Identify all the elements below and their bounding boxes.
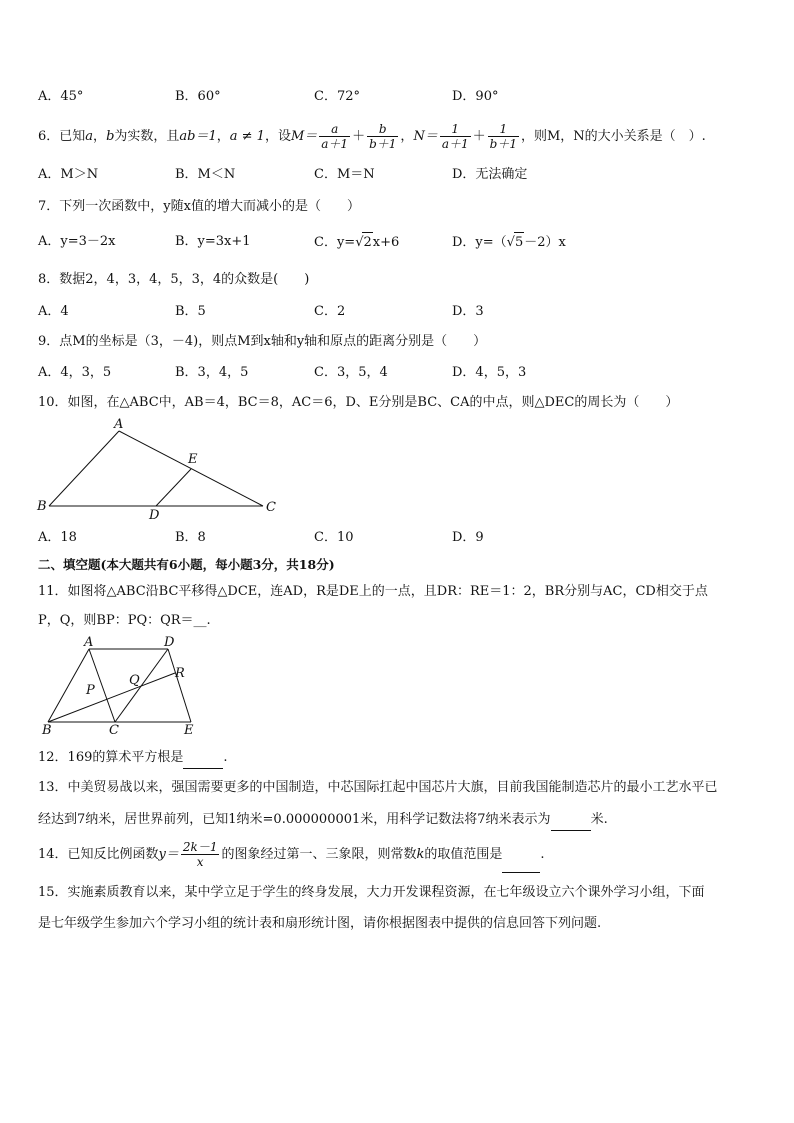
q9-option-d: D．4，5，3 bbox=[452, 365, 527, 380]
q7-option-c-post: x+6 bbox=[372, 235, 400, 250]
q6-mid2: ，设 bbox=[264, 129, 291, 144]
q11-label-C: C bbox=[109, 723, 119, 736]
q7-option-d-radicand: 5 bbox=[514, 232, 524, 253]
q6-frac2-num: b bbox=[367, 122, 398, 137]
q6-frac1-num: a bbox=[319, 122, 350, 137]
q6-frac3-den: a＋1 bbox=[441, 137, 469, 151]
q10-segment-AB bbox=[49, 431, 119, 506]
q13-line-2-text: 经达到7纳米，居世界前列，已知1纳米=0.000000001米，用科学记数法将7纳米表示为 bbox=[38, 812, 551, 827]
q9-option-b: B．3，4，5 bbox=[175, 365, 249, 380]
q6-N: N＝ bbox=[413, 129, 438, 144]
q11-line-1: 11．如图将△ABC沿BC平移得△DCE，连AD，R是DE上的一点，且DR：RE＝1：2，BR分别与AC，CD相交于点 bbox=[38, 584, 708, 599]
q6-sep1: ， bbox=[93, 129, 107, 144]
q14-pre: 14．已知反比例函数 bbox=[38, 847, 159, 862]
q13-tail: 米. bbox=[590, 812, 608, 827]
q10-label-C: C bbox=[266, 500, 276, 515]
q6-sep2: ， bbox=[216, 129, 230, 144]
q14-mid2: 的取值范围是 bbox=[424, 847, 503, 862]
q6-M: M＝ bbox=[290, 129, 318, 144]
q11-label-D: D bbox=[164, 636, 175, 650]
q13-answer-blank[interactable] bbox=[551, 810, 591, 831]
q6-frac4 bbox=[488, 122, 519, 151]
q6-frac4-num: 1 bbox=[488, 122, 519, 137]
q6-option-a: A．M＞N bbox=[38, 167, 99, 182]
q8-option-c: C．2 bbox=[314, 304, 346, 319]
q6-suffix: ，则M，N的大小关系是（ ）. bbox=[520, 129, 706, 144]
q6-option-b: B．M＜N bbox=[175, 167, 236, 182]
q6-var-b: b bbox=[106, 129, 115, 144]
q12-tail: . bbox=[223, 750, 228, 765]
q10-option-a: A．18 bbox=[38, 530, 77, 545]
q7-option-a: A．y=3－2x bbox=[38, 234, 116, 249]
q6-option-c: C．M＝N bbox=[314, 167, 375, 182]
q13-line-2 bbox=[38, 810, 608, 831]
q10-label-D: D bbox=[149, 508, 160, 523]
q6-frac4-den: b＋1 bbox=[489, 137, 517, 151]
q12-stem bbox=[38, 748, 228, 769]
q10-option-c: C．10 bbox=[314, 530, 354, 545]
q12-answer-blank[interactable] bbox=[183, 748, 223, 769]
q14-stem bbox=[38, 838, 545, 873]
q6-plus1: ＋ bbox=[352, 129, 366, 144]
q11-label-R: R bbox=[175, 666, 185, 681]
q5-option-a: A．45° bbox=[38, 89, 84, 104]
q7-stem: 7．下列一次函数中，y随x值的增大而减小的是（ ） bbox=[38, 199, 360, 214]
q6-frac1 bbox=[319, 122, 350, 151]
q10-segment-DE bbox=[156, 469, 191, 506]
q14-mid: 的图象经过第一、三象限，则常数 bbox=[221, 847, 417, 862]
q7-option-c-pre: C．y= bbox=[314, 235, 356, 250]
q11-label-B: B bbox=[42, 723, 52, 736]
q15-line-2: 是七年级学生参加六个学习小组的统计表和扇形统计图，请你根据图表中提供的信息回答下列问题. bbox=[38, 916, 602, 931]
q9-option-a: A．4，3，5 bbox=[38, 365, 112, 380]
q7-option-c: C．y=√2x+6 bbox=[314, 232, 399, 253]
q10-option-d: D．9 bbox=[452, 530, 484, 545]
q10-label-A: A bbox=[114, 417, 124, 432]
q10-segment-AC bbox=[119, 431, 263, 506]
q13-line-1: 13．中美贸易战以来，强国需要更多的中国制造，中芯国际扛起中国芯片大旗，目前我国能制造芯片的最小工艺水平已 bbox=[38, 780, 718, 795]
q8-option-d: D．3 bbox=[452, 304, 484, 319]
q11-line-2: P，Q，则BP：PQ：QR＝__. bbox=[38, 613, 211, 628]
q8-stem: 8．数据2，4，3，4，5，3，4的众数是( ) bbox=[38, 272, 310, 287]
q11-parallelogram-figure bbox=[34, 636, 204, 736]
q9-option-c: C．3，5，4 bbox=[314, 365, 388, 380]
q8-option-b: B．5 bbox=[175, 304, 206, 319]
q6-var-a: a bbox=[85, 129, 94, 144]
q7-option-d: D．y=（√5－2）x bbox=[452, 232, 566, 253]
q7-option-d-pre: D．y=（ bbox=[452, 235, 507, 250]
q11-label-E: E bbox=[184, 723, 194, 736]
q6-prefix: 6．已知 bbox=[38, 129, 86, 144]
q11-label-P: P bbox=[86, 683, 95, 698]
q6-cond2: a ≠ 1 bbox=[229, 129, 265, 144]
q6-option-d: D．无法确定 bbox=[452, 167, 528, 182]
q11-segment-BR bbox=[48, 673, 175, 722]
q6-plus2: ＋ bbox=[472, 129, 486, 144]
q5-option-d: D．90° bbox=[452, 89, 499, 104]
q8-option-a: A．4 bbox=[38, 304, 69, 319]
q7-option-c-radicand: 2 bbox=[362, 232, 372, 253]
q14-k: k bbox=[416, 847, 425, 862]
q6-mid1: 为实数，且 bbox=[114, 129, 180, 144]
section-2-heading: 二、填空题(本大题共有6小题，每小题3分，共18分) bbox=[38, 557, 335, 572]
q10-stem: 10．如图，在△ABC中，AB＝4，BC＝8，AC＝6，D、E分别是BC、CA的中点，则△DEC的周长为（ ） bbox=[38, 395, 679, 410]
q14-tail: . bbox=[540, 847, 545, 862]
q10-label-E: E bbox=[188, 452, 198, 467]
q10-triangle-figure bbox=[30, 415, 290, 525]
q6-frac3-num: 1 bbox=[440, 122, 471, 137]
q15-line-1: 15．实施素质教育以来，某中学立足于学生的终身发展，大力开发课程资源，在七年级设立六个课外学习小组，下面 bbox=[38, 885, 705, 900]
q14-frac-num: 2k－1 bbox=[182, 840, 218, 854]
q14-y: y＝ bbox=[158, 847, 179, 862]
q6-frac1-den: a＋1 bbox=[321, 137, 349, 151]
q12-text: 12．169的算术平方根是 bbox=[38, 750, 184, 765]
q6-cond1: ab＝1 bbox=[179, 129, 217, 144]
q11-segment-AB bbox=[48, 649, 89, 722]
q9-stem: 9．点M的坐标是（3，－4)，则点M到x轴和y轴和原点的距离分别是（ ） bbox=[38, 334, 487, 349]
q14-frac bbox=[181, 840, 220, 869]
q6-frac2 bbox=[367, 122, 398, 151]
q14-answer-blank[interactable] bbox=[502, 838, 540, 873]
q5-option-c: C．72° bbox=[314, 89, 360, 104]
q14-frac-den: x bbox=[196, 855, 204, 869]
q6-frac2-den: b＋1 bbox=[369, 137, 397, 151]
q10-label-B: B bbox=[37, 499, 47, 514]
q11-label-A: A bbox=[84, 636, 94, 650]
q6-frac3 bbox=[440, 122, 471, 151]
q6-sep3: ， bbox=[400, 129, 414, 144]
q10-option-b: B．8 bbox=[175, 530, 206, 545]
q11-segment-DE bbox=[168, 649, 191, 722]
q7-option-b: B．y=3x+1 bbox=[175, 234, 251, 249]
q11-label-Q: Q bbox=[129, 673, 140, 688]
q6-stem bbox=[38, 120, 706, 154]
q7-option-d-post: －2）x bbox=[524, 235, 566, 250]
q5-option-b: B．60° bbox=[175, 89, 221, 104]
